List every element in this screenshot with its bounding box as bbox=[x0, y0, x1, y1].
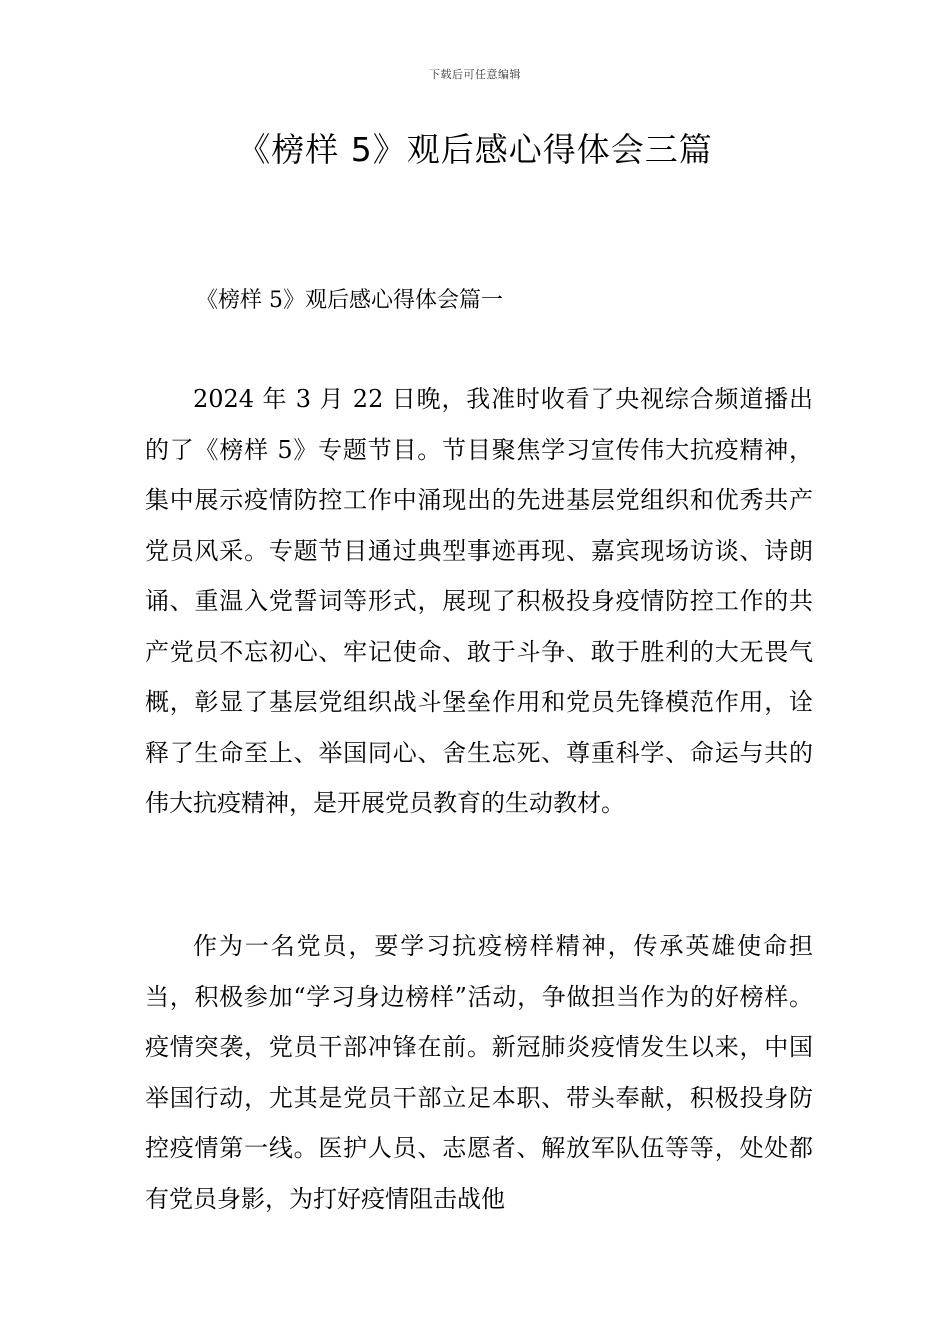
header-note: 下载后可任意编辑 bbox=[429, 68, 521, 81]
section-heading: 《榜样 5》观后感心得体会篇一 bbox=[196, 288, 503, 313]
body-paragraph-1: 2024 年 3 月 22 日晚，我准时收看了央视综合频道播出的了《榜样 5》专题节目。节目聚焦学习宣传伟大抗疫精神，集中展示疫情防控工作中涌现出的先进基层党组织和优秀共产党员风采。专题节目通过典型事迹再现、嘉宾现场访谈、诗朗诵、重温入党誓词等形式，展现了积极投身疫情防控工作的共产党员不忘初心、牢记使命、敢于斗争、敢于胜利的大无畏气概，彰显了基层党组织战斗堡垒作用和党员先锋模范作用，诠释了生命至上、举国同心、舍生忘死、尊重科学、命运与共的伟大抗疫精神，是开展党员教育的生动教材。 bbox=[145, 385, 813, 817]
document-title: 《榜样 5》观后感心得体会三篇 bbox=[237, 130, 713, 169]
body-paragraph-2: 作为一名党员，要学习抗疫榜样精神，传承英雄使命担当，积极参加“学习身边榜样”活动，争做担当作为的好榜样。疫情突袭，党员干部冲锋在前。新冠肺炎疫情发生以来，中国举国行动，尤其是党员干部立足本职、带头奉献，积极投身防控疫情第一线。医护人员、志愿者、解放军队伍等等，处处都有党员身影，为打好疫情阻击战他 bbox=[145, 932, 813, 1213]
